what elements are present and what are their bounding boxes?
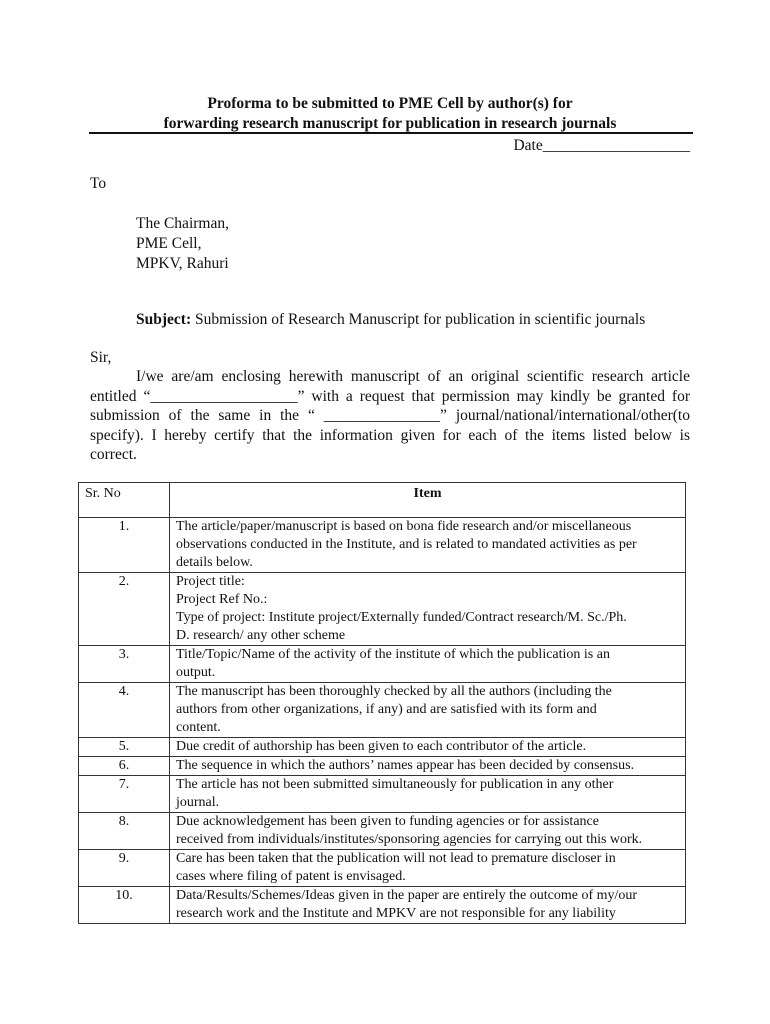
- body-line-4: specify). I hereby certify that the information given for each of the items listed below is: [90, 427, 690, 444]
- address-line-2: PME Cell,: [136, 235, 202, 252]
- table-row: [79, 573, 686, 646]
- row-item-line: received from individuals/institutes/sponsoring agencies for carrying out this work.: [176, 832, 643, 847]
- row-sr-no: 5.: [79, 738, 170, 757]
- table-row: [79, 738, 686, 757]
- row-item-text: [170, 683, 686, 738]
- row-item-text: [170, 646, 686, 683]
- header-sr-no: Sr. No: [79, 483, 170, 518]
- row-sr-no: 9.: [79, 850, 170, 887]
- document-title-line1: Proforma to be submitted to PME Cell by author(s) for: [207, 95, 573, 112]
- row-item-text: [170, 518, 686, 573]
- row-item-line: The manuscript has been thoroughly checked by all the authors (including the: [176, 684, 612, 699]
- row-item-line: The article has not been submitted simultaneously for publication in any other: [176, 777, 614, 792]
- row-item-line: Due acknowledgement has been given to funding agencies or for assistance: [176, 814, 599, 829]
- table-row: [79, 813, 686, 850]
- row-item-line: Care has been taken that the publication will not lead to premature discloser in: [176, 851, 616, 866]
- table-row: [79, 518, 686, 573]
- subject-line: [136, 310, 645, 330]
- body-line-3: submission of the same in the “ _______________” journal/national/international/other(to: [90, 407, 690, 424]
- header-item: Item: [170, 483, 686, 518]
- row-sr-no: 4.: [79, 683, 170, 738]
- row-sr-no: 10.: [79, 887, 170, 924]
- salutation-to: To: [90, 175, 107, 192]
- row-item-line: The sequence in which the authors’ names appear has been decided by consensus.: [176, 758, 635, 773]
- table-row: [79, 757, 686, 776]
- row-sr-no: 1.: [79, 518, 170, 573]
- row-item-line: content.: [176, 720, 221, 735]
- row-sr-no: 7.: [79, 776, 170, 813]
- row-item-text: [170, 573, 686, 646]
- table-row: [79, 646, 686, 683]
- body-line-1: I/we are/am enclosing herewith manuscript of an original scientific research article: [136, 368, 690, 385]
- row-item-text: [170, 887, 686, 924]
- row-item-line: observations conducted in the Institute, and is related to mandated activities as per: [176, 537, 637, 552]
- row-item-line: research work and the Institute and MPKV are not responsible for any liability: [176, 906, 616, 921]
- row-sr-no: 6.: [79, 757, 170, 776]
- row-item-line: details below.: [176, 555, 253, 570]
- address-line-1: The Chairman,: [136, 215, 229, 232]
- row-item-text: [170, 757, 686, 776]
- table-row: [79, 850, 686, 887]
- row-sr-no: 3.: [79, 646, 170, 683]
- address-line-3: MPKV, Rahuri: [136, 255, 229, 272]
- subject-text: Submission of Research Manuscript for publication in scientific journals: [191, 311, 646, 328]
- subject-label: Subject:: [136, 311, 192, 328]
- row-item-line: journal.: [176, 795, 220, 810]
- row-item-line: output.: [176, 665, 216, 680]
- items-table-body: [79, 518, 686, 924]
- row-item-line: The article/paper/manuscript is based on bona fide research and/or miscellaneous: [176, 519, 632, 534]
- row-item-line: Due credit of authorship has been given to each contributor of the article.: [176, 739, 587, 754]
- row-item-line: authors from other organizations, if any) and are satisfied with its form and: [176, 702, 597, 717]
- row-item-line: Type of project: Institute project/Externally funded/Contract research/M. Sc./Ph.: [176, 610, 627, 625]
- body-line-2: entitled “___________________” with a request that permission may kindly be granted for: [90, 388, 690, 405]
- row-item-line: Project title:: [176, 574, 245, 589]
- row-item-text: [170, 776, 686, 813]
- row-item-line: Project Ref No.:: [176, 592, 268, 607]
- body-line-5: correct.: [90, 446, 137, 463]
- row-sr-no: 8.: [79, 813, 170, 850]
- title-underline: [89, 132, 693, 134]
- date-field: Date___________________: [513, 137, 690, 154]
- row-item-text: [170, 850, 686, 887]
- row-item-line: Data/Results/Schemes/Ideas given in the paper are entirely the outcome of my/our: [176, 888, 638, 903]
- table-row: [79, 776, 686, 813]
- items-table: [78, 482, 686, 924]
- table-row: [79, 683, 686, 738]
- document-title-line2: forwarding research manuscript for publication in research journals: [163, 115, 617, 132]
- greeting: Sir,: [90, 349, 112, 366]
- row-item-text: [170, 738, 686, 757]
- row-sr-no: 2.: [79, 573, 170, 646]
- table-header-row: [79, 483, 686, 518]
- row-item-text: [170, 813, 686, 850]
- row-item-line: cases where filing of patent is envisaged.: [176, 869, 406, 884]
- row-item-line: D. research/ any other scheme: [176, 628, 346, 643]
- table-row: [79, 887, 686, 924]
- row-item-line: Title/Topic/Name of the activity of the institute of which the publication is an: [176, 647, 610, 662]
